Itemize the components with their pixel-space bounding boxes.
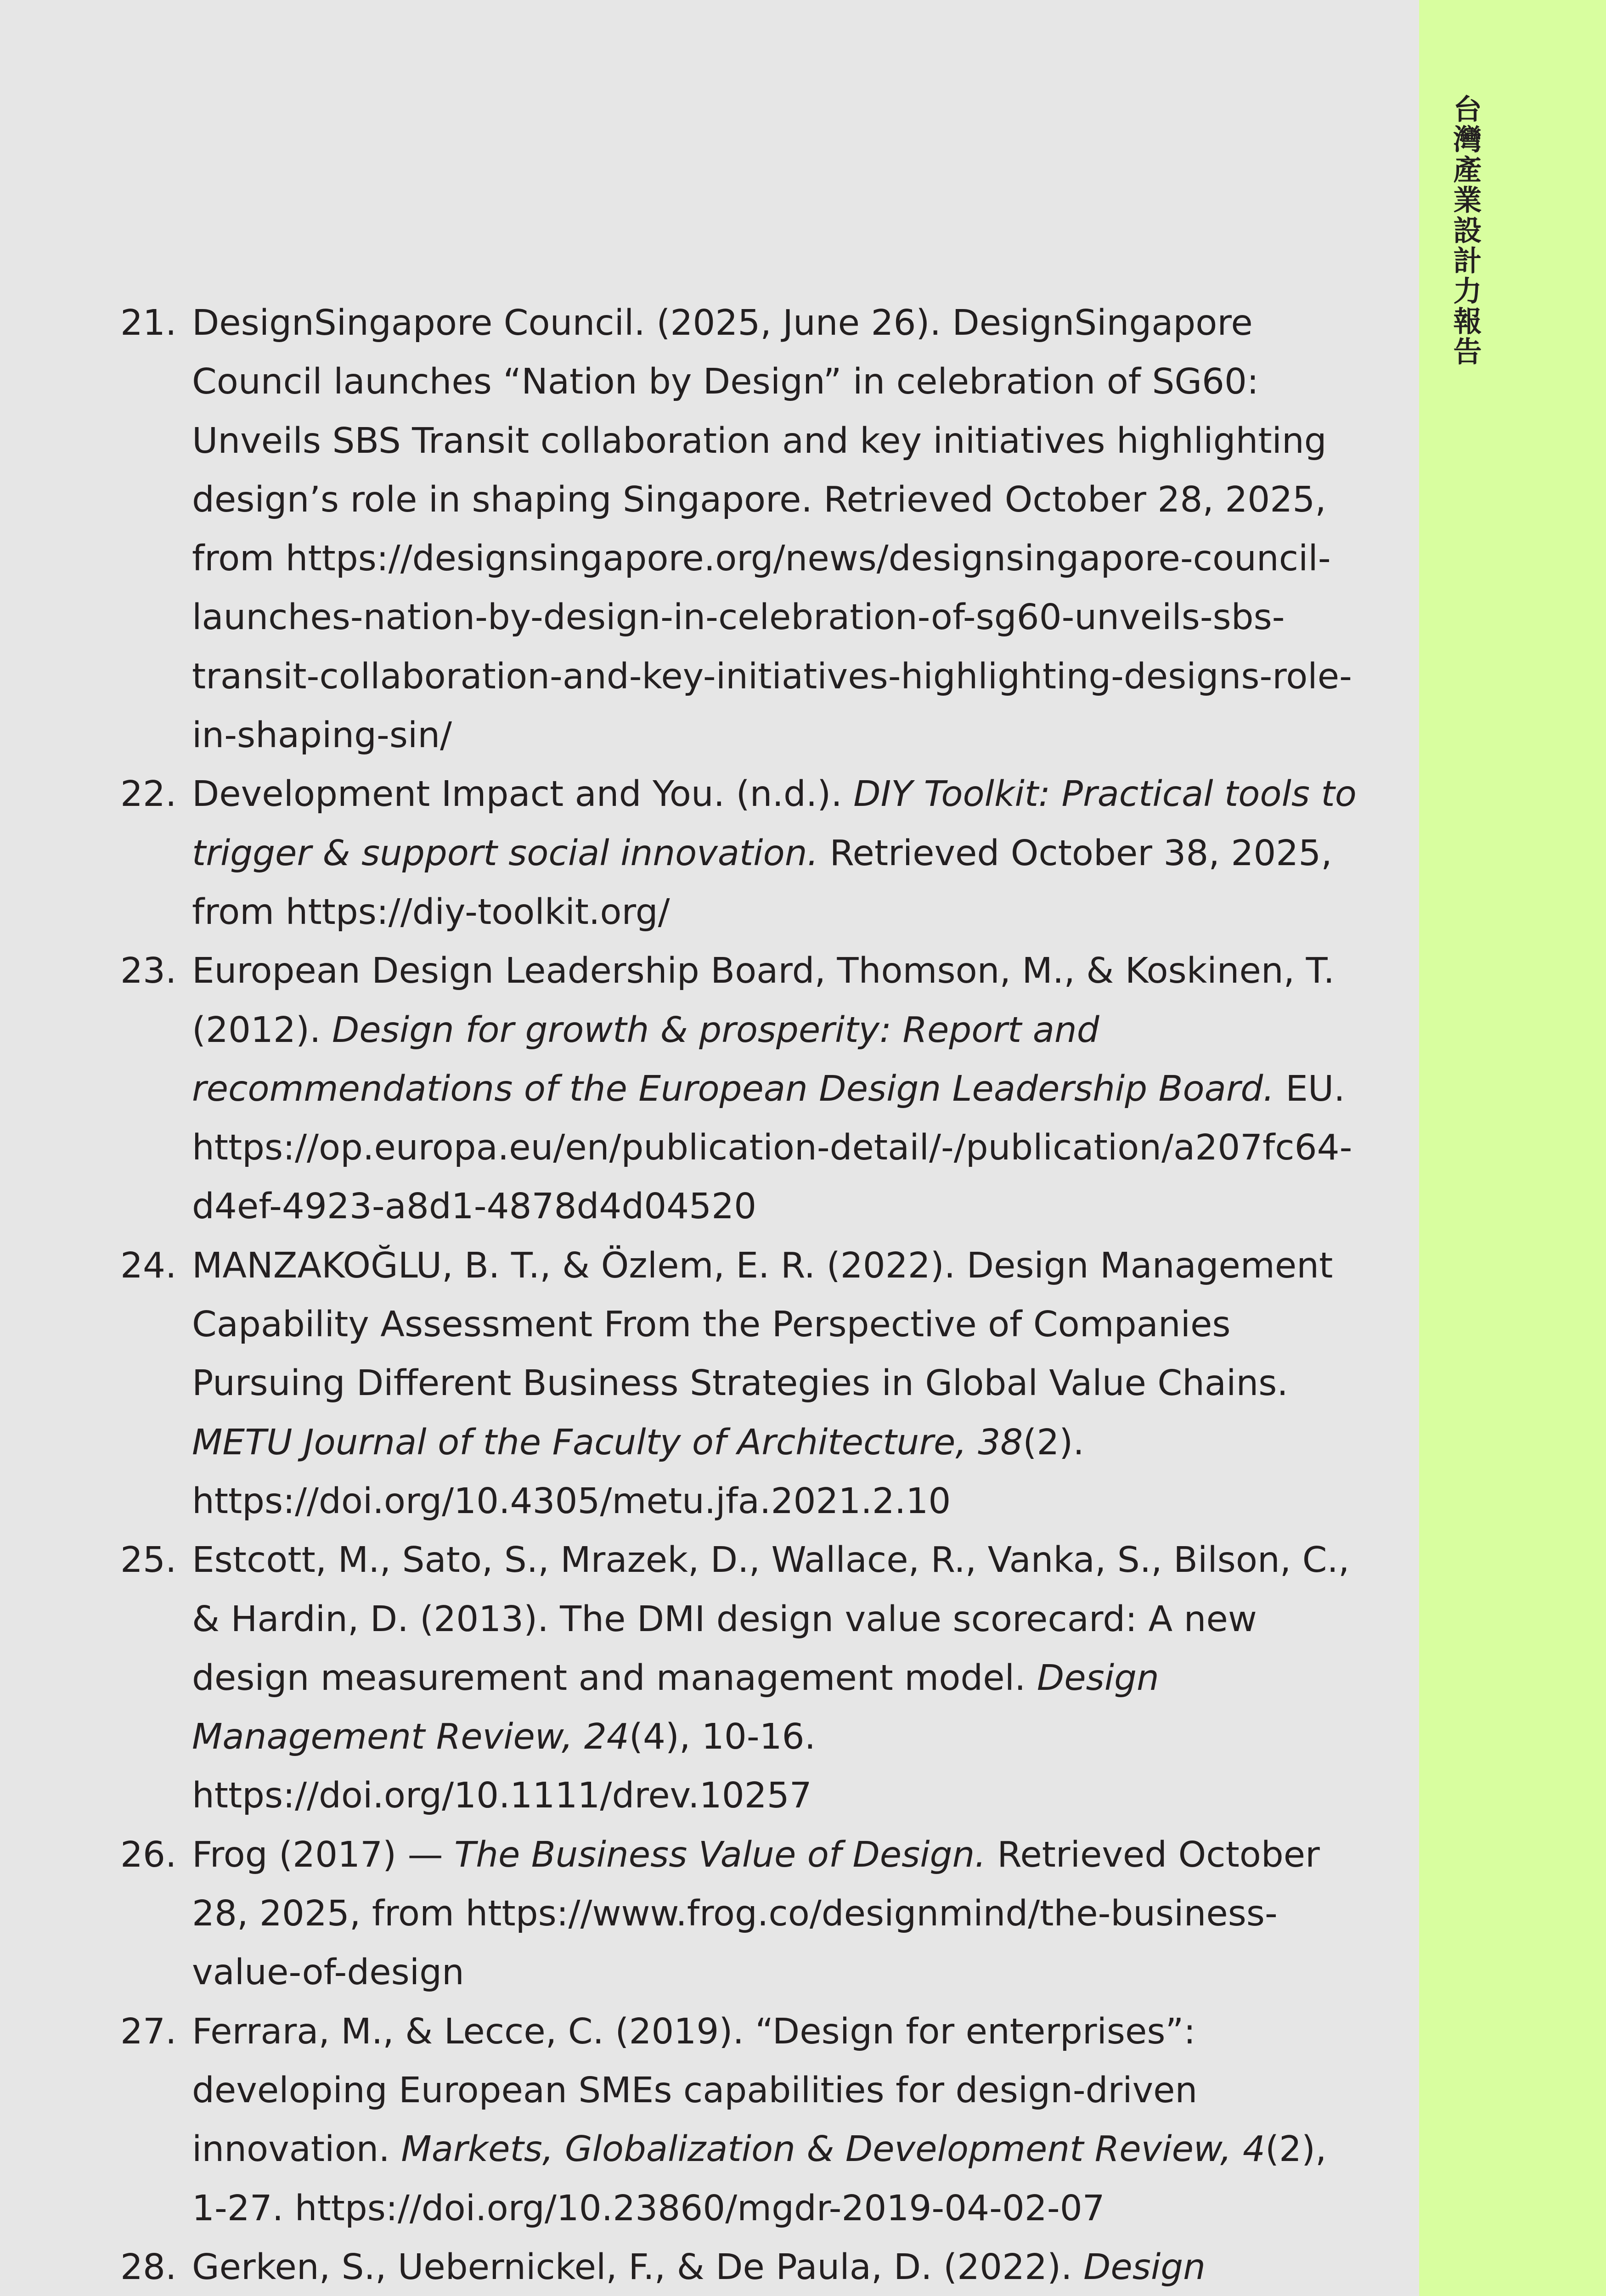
reference-item — [0, 294, 1358, 765]
reference-item — [0, 1531, 1358, 1825]
reference-italic-segment: DIY Toolkit: Practical tools to trigger & support social innovation. — [192, 774, 1357, 874]
reference-text — [192, 2238, 1358, 2296]
reference-item — [0, 2238, 1358, 2296]
reference-list — [0, 294, 1419, 2296]
reference-number: 21. — [120, 303, 177, 343]
reference-italic-segment: Design — [1083, 2246, 1206, 2288]
reference-text — [192, 1826, 1358, 2003]
reference-italic-segment: Markets, Globalization & Development Review, 4 — [401, 2129, 1265, 2170]
reference-number: 22. — [120, 774, 177, 815]
reference-segment: (2). https://doi.org/10.4305/metu.jfa.2021.2.10 — [192, 1422, 1084, 1522]
reference-text — [192, 942, 1358, 1236]
reference-segment: (4), 10-16. https://doi.org/10.1111/drev.10257 — [192, 1716, 816, 1817]
reference-segment: EU. https://op.europa.eu/en/publication-detail/-/publication/a207fc64-d4ef-4923-a8d1-4878d4d04520 — [192, 1068, 1352, 1227]
reference-segment: Retrieved October 38, 2025, from https://diy-toolkit.org/ — [192, 833, 1332, 933]
reference-item — [0, 2003, 1358, 2238]
reference-segment: Estcott, M., Sato, S., Mrazek, D., Wallace, R., Vanka, S., Bilson, C., & Hardin, D. (2013). The DMI design value scorecard: A new design measurement and management model. — [192, 1540, 1350, 1699]
reference-segment: DesignSingapore Council. (2025, June 26). DesignSingapore Council launches “Nation by Design” in celebration of SG60: Unveils SBS Transit collaboration and key initiatives highlighting design’s role in shaping Singapore. Retrieved October 28, 2025, from https://designsingapore.org/news/designsingapore-council-launches-nation-by-design-in-celebration-of-sg60-unveils-sbs-transit-collaboration-and-key-initiatives-highlighting-designs-role-in-shaping-sin/ — [192, 303, 1352, 756]
reference-number: 25. — [120, 1540, 177, 1581]
reference-number: 24. — [120, 1245, 177, 1286]
reference-text — [192, 1237, 1358, 1531]
reference-italic-segment: METU Journal of the Faculty of Architecture, 38 — [192, 1422, 1023, 1463]
reference-segment: European Design Leadership Board, Thomson, M., & Koskinen, T. (2012). — [192, 951, 1335, 1051]
reference-text — [192, 2003, 1358, 2238]
reference-number: 26. — [120, 1834, 177, 1875]
reference-number: 23. — [120, 951, 177, 992]
reference-italic-segment: Design Management Review, 24 — [192, 1657, 1159, 1758]
reference-item — [0, 765, 1358, 942]
reference-text — [192, 1531, 1358, 1825]
reference-number: 28. — [120, 2246, 177, 2288]
reference-italic-segment: Design for growth & prosperity: Report and recommendations of the European Design Leadership Board. — [192, 1009, 1274, 1109]
reference-item — [0, 1826, 1358, 2003]
reference-text — [192, 765, 1358, 942]
reference-segment: Gerken, S., Uebernickel, F., & De Paula, D. (2022). — [192, 2246, 1084, 2288]
reference-segment: MANZAKOĞLU, B. T., & Özlem, E. R. (2022). Design Management Capability Assessment From the Perspective of Companies Pursuing Different Business Strategies in Global Value Chains. — [192, 1245, 1333, 1404]
reference-italic-segment: The Business Value of Design. — [454, 1834, 986, 1875]
reference-item — [0, 942, 1358, 1236]
reference-segment: Development Impact and You. (n.d.). — [192, 774, 854, 815]
reference-number: 27. — [120, 2011, 177, 2052]
reference-text — [192, 294, 1358, 765]
reference-segment: Frog (2017) — — [192, 1834, 455, 1875]
reference-item — [0, 1237, 1358, 1531]
reference-segment: Ferrara, M., & Lecce, C. (2019). “Design for enterprises”: developing European SMEs capabilities for design-driven innovation. — [192, 2011, 1198, 2170]
reference-segment: (2), 1-27. https://doi.org/10.23860/mgdr-2019-04-02-07 — [192, 2129, 1327, 2229]
sidebar-title: 台灣產業設計力報告 — [1448, 94, 1482, 367]
reference-segment: Retrieved October 28, 2025, from https://www.frog.co/designmind/the-business-value-of-design — [192, 1834, 1320, 1993]
